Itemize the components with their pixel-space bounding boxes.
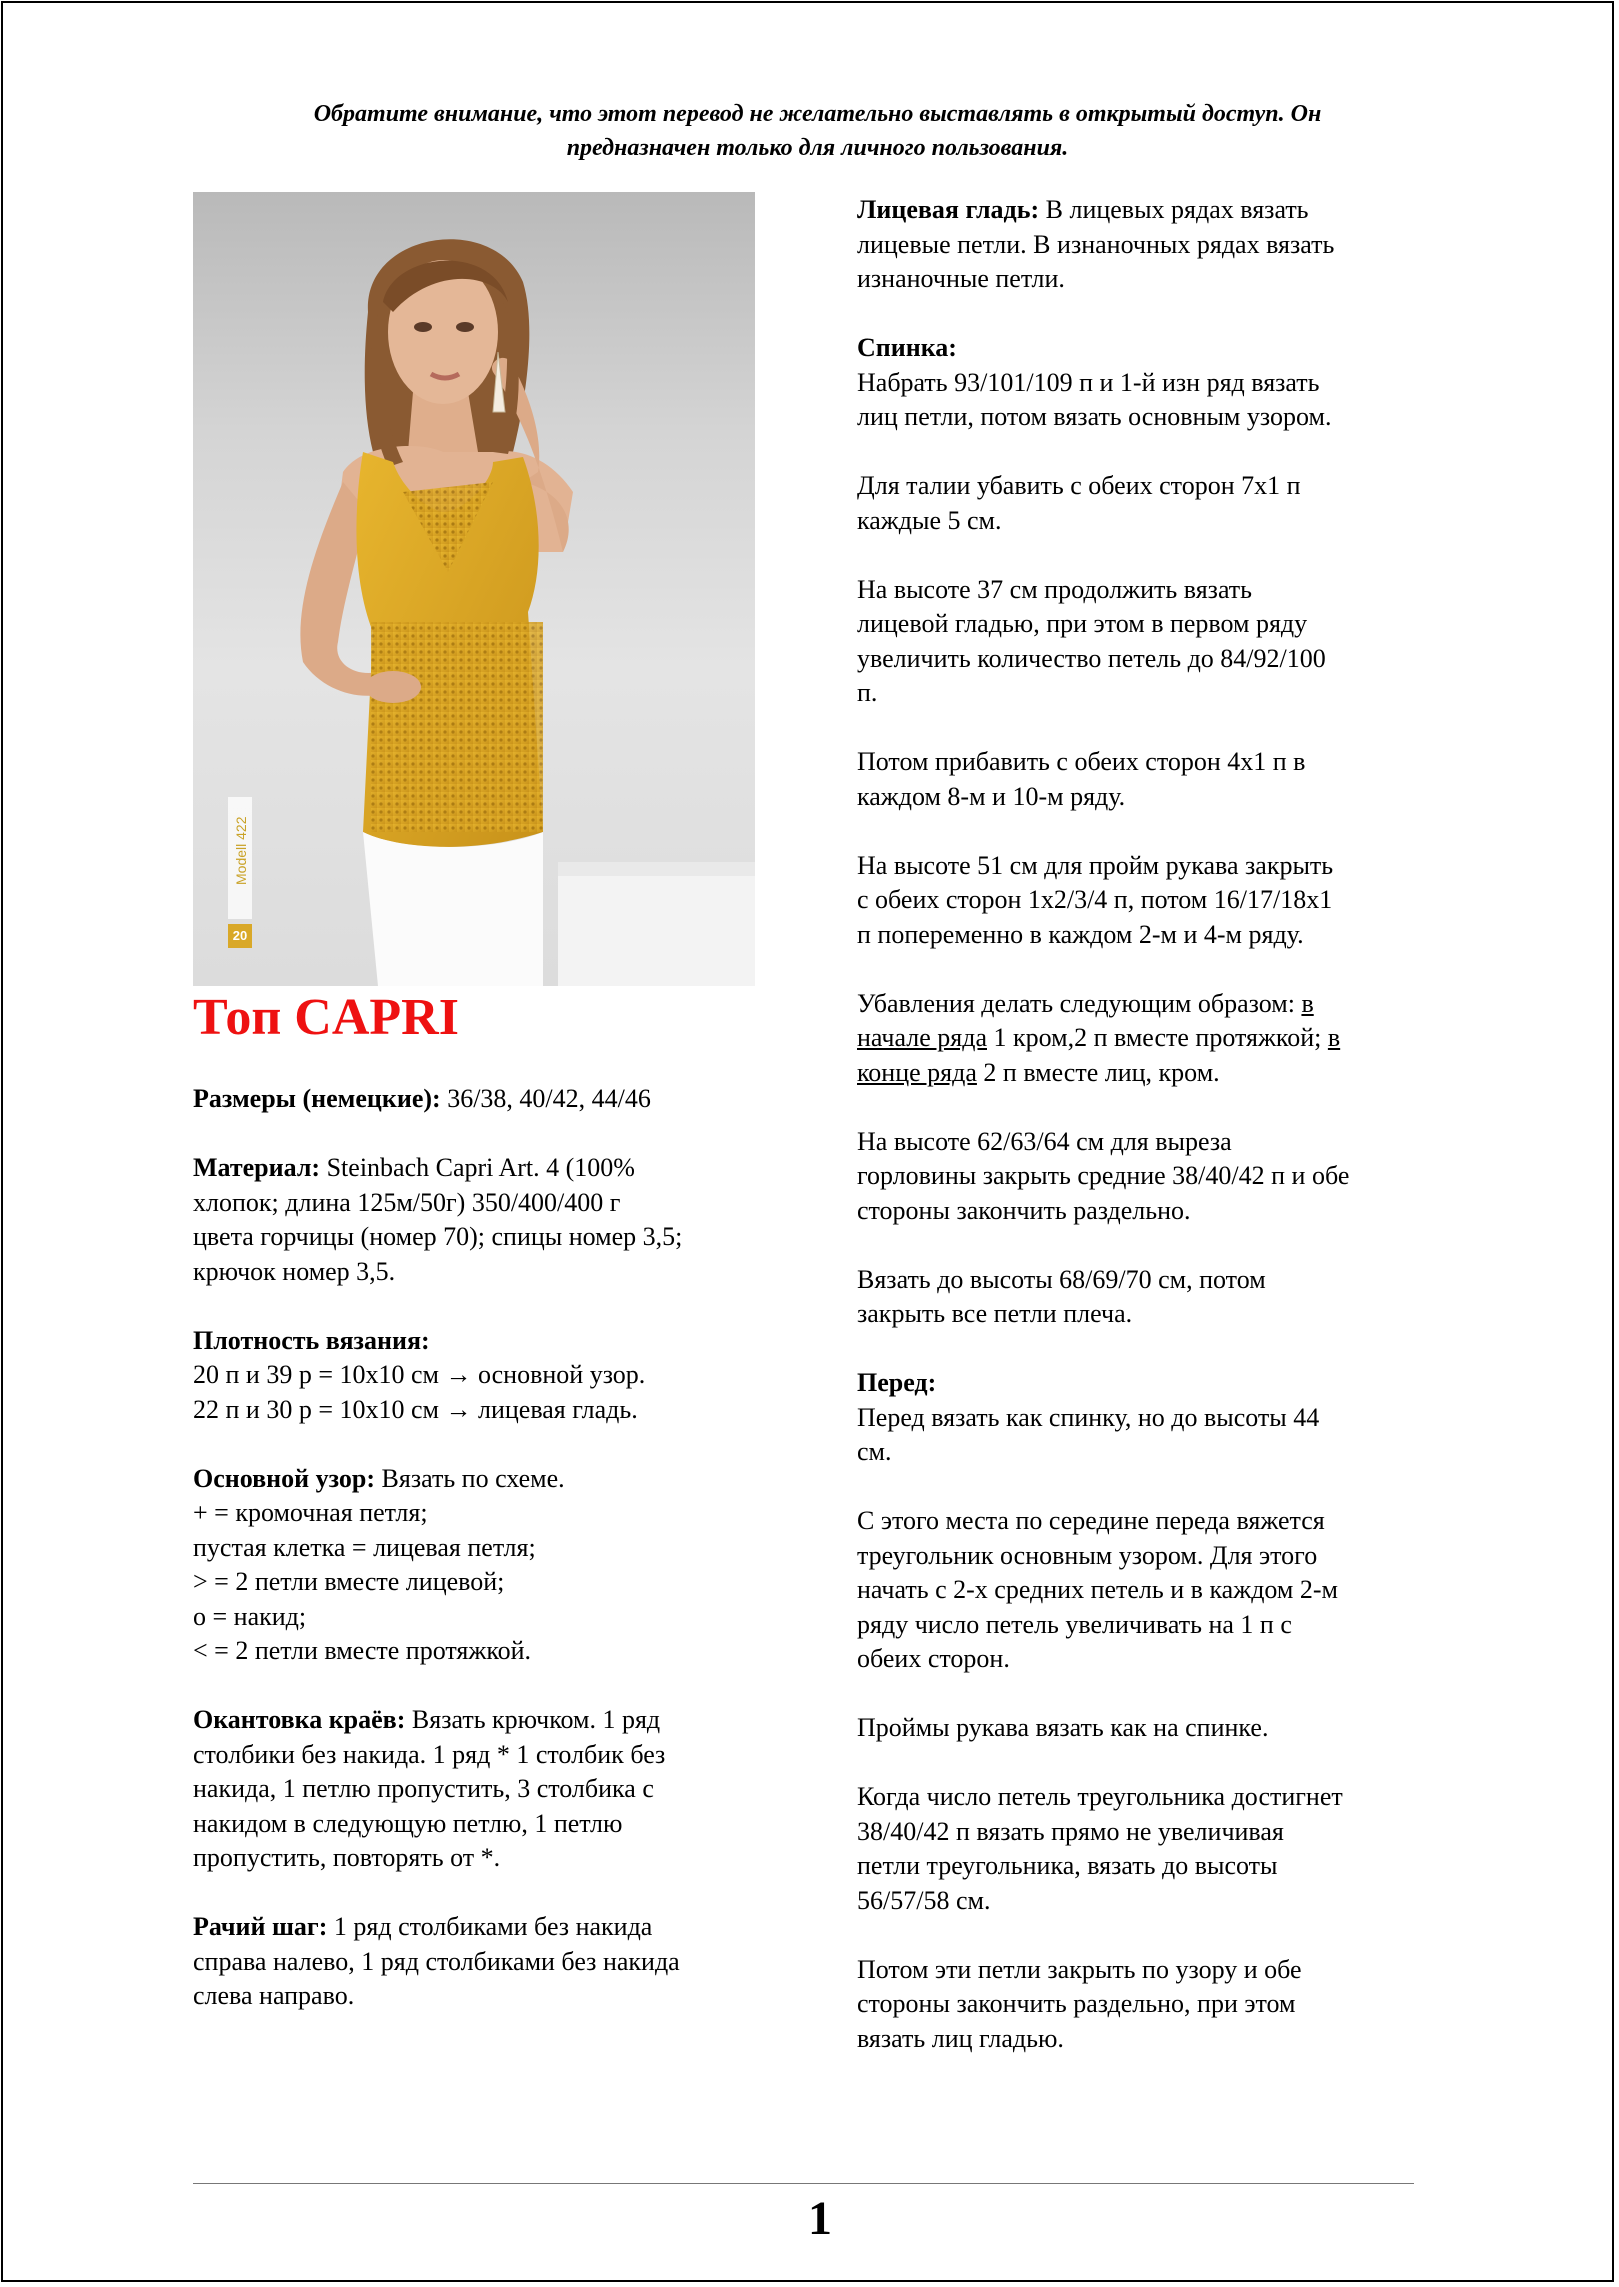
- at37-line-1: На высоте 37 см продолжить вязать: [857, 574, 1253, 604]
- stockinette-line-3: изнаночные петли.: [857, 264, 1065, 293]
- front-line-2: см.: [857, 1437, 892, 1466]
- triangle-line-2: треугольник основным узором. Для этого: [857, 1540, 1318, 1570]
- at37-line-3: увеличить количество петель до 84/92/100: [857, 643, 1326, 673]
- finish-line-1: Потом эти петли закрыть по узору и обе: [857, 1954, 1302, 1984]
- model-illustration: [193, 192, 755, 986]
- when-line-1: Когда число петель треугольника достигнет: [857, 1782, 1343, 1811]
- edging-line-3: накида, 1 петлю пропустить, 3 столбика с: [193, 1774, 654, 1803]
- at62-line-3: стороны закончить раздельно.: [857, 1195, 1191, 1225]
- to68-line-1: Вязать до высоты 68/69/70 см, потом: [857, 1264, 1266, 1294]
- height-68-paragraph: [857, 1263, 1457, 1332]
- triangle-line-3: начать с 2-х средних петель и в каждом 2-м: [857, 1575, 1338, 1604]
- dec-row-end-a: в: [1327, 1023, 1341, 1052]
- stockinette-line-2: лицевые петли. В изнаночных рядах вязать: [857, 229, 1335, 259]
- back-section: [857, 331, 1457, 435]
- pattern-text: Вязать по схеме.: [375, 1463, 565, 1493]
- dec-row-end-b: конце ряда: [857, 1057, 977, 1087]
- finish-line-2: стороны закончить раздельно, при этом: [857, 1989, 1296, 2018]
- pattern-line-5: < = 2 петли вместе протяжкой.: [193, 1636, 532, 1665]
- height-37-paragraph: [857, 573, 1457, 711]
- right-column: [857, 193, 1457, 2091]
- at62-line-1: На высоте 62/63/64 см для выреза: [857, 1126, 1232, 1156]
- edging-line-2: столбики без накида. 1 ряд * 1 столбик без: [193, 1739, 666, 1769]
- edging-section: [193, 1703, 773, 1876]
- to68-line-2: закрыть все петли плеча.: [857, 1299, 1133, 1328]
- waist-line-1: Для талии убавить с обеих сторон 7х1 п: [857, 471, 1301, 500]
- at62-line-2: горловины закрыть средние 38/40/42 п и обе: [857, 1161, 1350, 1190]
- back-line-1: Набрать 93/101/109 п и 1-й изн ряд вязать: [857, 367, 1320, 397]
- back-label: Спинка:: [857, 333, 957, 362]
- gauge-section: [193, 1324, 773, 1428]
- model-photo: [193, 192, 755, 986]
- notice-line-2: предназначен только для личного пользования.: [566, 135, 1069, 161]
- front-label: Перед:: [857, 1368, 937, 1397]
- gauge-line-1: 20 п и 39 р = 10х10 см → основной узор.: [193, 1360, 646, 1389]
- crab-line-1: 1 ряд столбиками без накида: [327, 1912, 653, 1941]
- sizes-section: [193, 1082, 773, 1117]
- footer-divider: [193, 2183, 1414, 2184]
- inc-line-2: каждом 8-м и 10-м ряду.: [857, 781, 1126, 811]
- pattern-line-3: > = 2 петли вместе лицевой;: [193, 1567, 505, 1596]
- stockinette-line-1: В лицевых рядах вязать: [1039, 195, 1309, 224]
- page-number: 1: [808, 2192, 832, 2245]
- gauge-line-2: 22 п и 30 р = 10х10 см → лицевая гладь.: [193, 1394, 638, 1424]
- material-line-2: хлопок; длина 125м/50г) 350/400/400 г: [193, 1187, 621, 1217]
- armholes-paragraph: [857, 1711, 1457, 1746]
- model-number-label: Modell 422: [233, 816, 249, 885]
- front-line-1: Перед вязать как спинку, но до высоты 44: [857, 1402, 1320, 1432]
- material-label: Материал:: [193, 1153, 321, 1182]
- when-line-3: петли треугольника, вязать до высоты: [857, 1851, 1278, 1880]
- gauge-label: Плотность вязания:: [193, 1325, 430, 1355]
- at51-line-1: На высоте 51 см для пройм рукава закрыть: [857, 850, 1334, 880]
- dec-mid: 1 кром,2 п вместе протяжкой;: [987, 1023, 1328, 1052]
- armholes-line-1: Проймы рукава вязать как на спинке.: [857, 1713, 1269, 1742]
- at37-line-2: лицевой гладью, при этом в первом ряду: [857, 609, 1308, 638]
- material-line-1: Steinbach Capri Art. 4 (100%: [320, 1153, 635, 1182]
- at37-line-4: п.: [857, 678, 878, 707]
- pattern-title: Топ CAPRI: [193, 989, 459, 1046]
- material-section: [193, 1151, 773, 1289]
- dec-row-start-b: начале ряда: [857, 1023, 987, 1052]
- crab-stitch-section: [193, 1910, 773, 2014]
- stockinette-label: Лицевая гладь:: [857, 195, 1040, 224]
- sizes-label: Размеры (немецкие):: [193, 1084, 441, 1113]
- when-line-4: 56/57/58 см.: [857, 1885, 991, 1915]
- pattern-line-1: + = кромочная петля;: [193, 1498, 428, 1527]
- height-51-paragraph: [857, 849, 1457, 953]
- dec-pre: Убавления делать следующим образом:: [857, 988, 1302, 1018]
- pattern-line-2: пустая клетка = лицевая петля;: [193, 1532, 536, 1562]
- edging-label: Окантовка краёв:: [193, 1705, 406, 1734]
- crab-stitch-label: Рачий шаг:: [193, 1912, 328, 1941]
- front-section: [857, 1366, 1457, 1470]
- copyright-notice: [200, 97, 1435, 165]
- pattern-section: [193, 1462, 773, 1669]
- material-line-3: цвета горчицы (номер 70); спицы номер 3,5;: [193, 1222, 683, 1251]
- material-line-4: крючок номер 3,5.: [193, 1256, 396, 1286]
- edging-line-5: пропустить, повторять от *.: [193, 1843, 501, 1872]
- notice-line-1: Обратите внимание, что этот перевод не желательно выставлять в открытый доступ. Он: [313, 101, 1322, 127]
- left-column: [193, 1082, 773, 2048]
- crab-line-3: слева направо.: [193, 1981, 355, 2010]
- crab-line-2: справа налево, 1 ряд столбиками без накида: [193, 1946, 680, 1976]
- back-line-2: лиц петли, потом вязать основным узором.: [857, 402, 1332, 431]
- stockinette-section: [857, 193, 1457, 297]
- at51-line-3: п попеременно в каждом 2-м и 4-м ряду.: [857, 919, 1304, 949]
- pattern-label: Основной узор:: [193, 1463, 376, 1493]
- triangle-line-1: С этого места по середине переда вяжется: [857, 1506, 1325, 1535]
- pattern-line-4: о = накид;: [193, 1601, 307, 1631]
- waist-line-2: каждые 5 см.: [857, 505, 1002, 535]
- edging-line-4: накидом в следующую петлю, 1 петлю: [193, 1808, 623, 1838]
- dec-post: 2 п вместе лиц, кром.: [976, 1057, 1220, 1087]
- sizes-text: 36/38, 40/42, 44/46: [440, 1084, 651, 1113]
- when-line-2: 38/40/42 п вязать прямо не увеличивая: [857, 1816, 1284, 1846]
- triangle-line-4: ряду число петель увеличивать на 1 п с: [857, 1609, 1292, 1639]
- waist-paragraph: [857, 469, 1457, 538]
- finish-paragraph: [857, 1953, 1457, 2057]
- height-62-paragraph: [857, 1125, 1457, 1229]
- dec-row-start-a: в: [1301, 988, 1314, 1018]
- triangle-paragraph: [857, 1504, 1457, 1677]
- increase-paragraph: [857, 745, 1457, 814]
- edging-line-1: Вязать крючком. 1 ряд: [405, 1705, 661, 1734]
- triangle-complete-paragraph: [857, 1780, 1457, 1918]
- at51-line-2: с обеих сторон 1х2/3/4 п, потом 16/17/18х1: [857, 885, 1333, 914]
- inc-line-1: Потом прибавить с обеих сторон 4х1 п в: [857, 747, 1306, 776]
- triangle-line-5: обеих сторон.: [857, 1644, 1010, 1673]
- finish-line-3: вязать лиц гладью.: [857, 2023, 1064, 2053]
- magazine-page-badge: 20: [228, 924, 252, 948]
- decrease-paragraph: [857, 987, 1457, 1091]
